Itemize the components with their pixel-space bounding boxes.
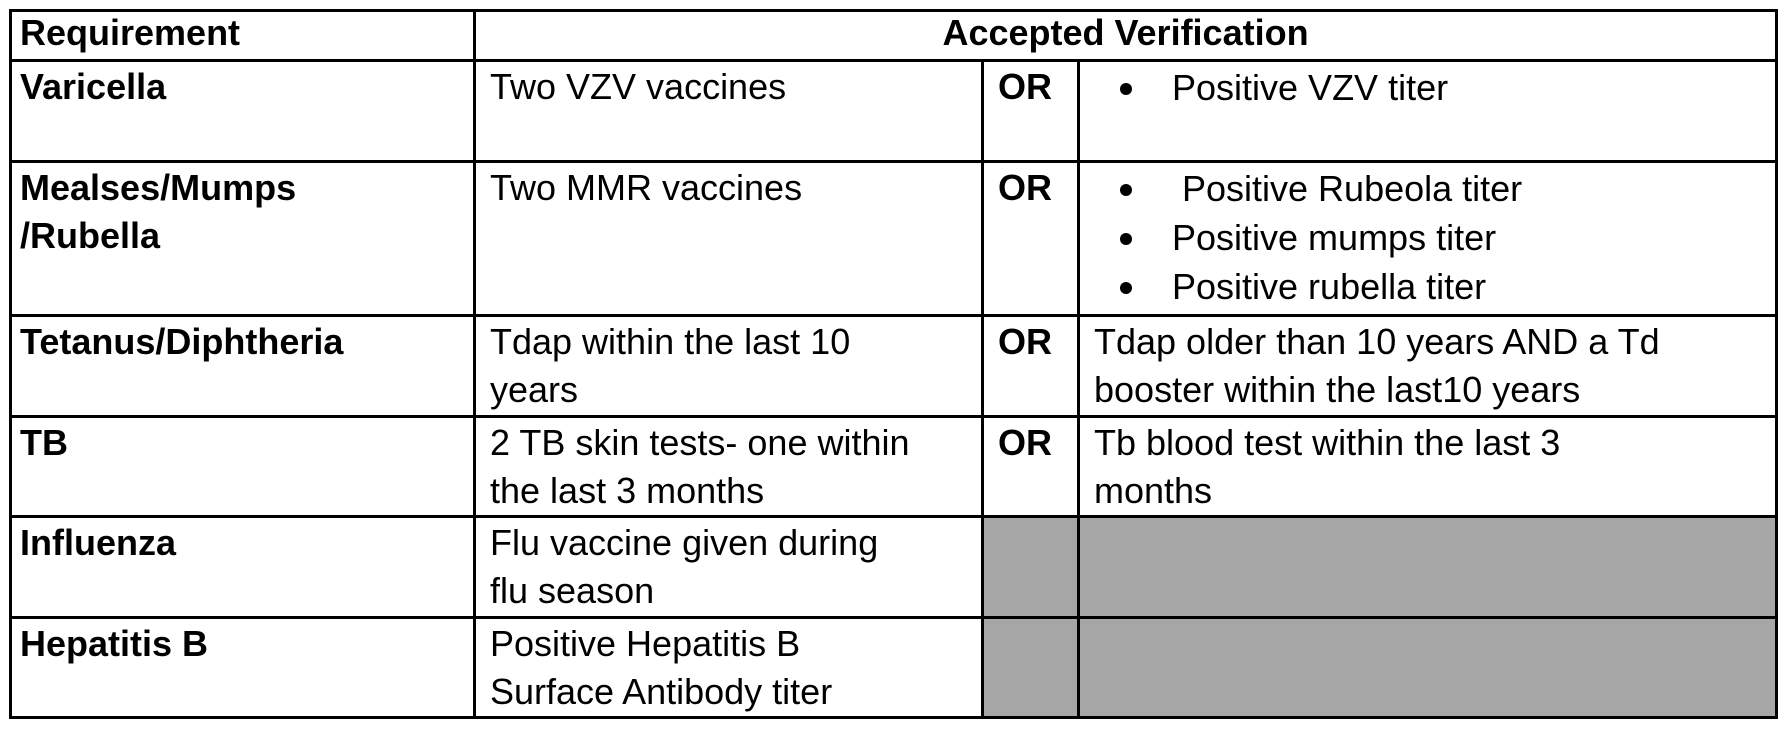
alternative-cell <box>1079 161 1777 316</box>
alternative-line: Tb blood test within the last 3 <box>1094 421 1561 463</box>
vaccine-cell <box>475 517 983 617</box>
alternative-line: booster within the last10 years <box>1094 369 1581 411</box>
list-item: Positive Rubeola titer <box>1172 164 1767 213</box>
table-row-tb <box>11 416 1777 516</box>
vaccine-line: 2 TB skin tests- one within <box>490 421 910 463</box>
or-cell: OR <box>983 316 1079 416</box>
vaccine-cell <box>475 416 983 516</box>
vaccine-line: flu season <box>490 570 655 612</box>
vaccine-cell <box>475 617 983 717</box>
header-requirement: Requirement <box>11 11 475 61</box>
or-cell: OR <box>983 416 1079 516</box>
header-accepted-verification: Accepted Verification <box>475 11 1777 61</box>
vaccine-line: Tdap within the last 10 <box>490 321 851 363</box>
table-row-influenza <box>11 517 1777 617</box>
alternative-line: months <box>1094 469 1213 511</box>
vaccine-line: Positive Hepatitis B <box>490 622 801 664</box>
table-row-mmr <box>11 161 1777 316</box>
alternative-line: Tdap older than 10 years AND a Td <box>1094 321 1660 363</box>
vaccine-line: years <box>490 369 579 411</box>
vaccine-cell: Two VZV vaccines <box>475 61 983 161</box>
vaccine-cell <box>475 316 983 416</box>
vaccine-line: Flu vaccine given during <box>490 522 879 564</box>
alternative-cell <box>1079 61 1777 161</box>
vaccine-line: Surface Antibody titer <box>490 670 833 712</box>
requirements-table-container <box>9 9 1775 719</box>
requirement-cell: Influenza <box>11 517 475 617</box>
requirement-line: Mealses/Mumps <box>20 166 297 208</box>
table-row-varicella <box>11 61 1777 161</box>
alternative-cell <box>1079 416 1777 516</box>
list-item: Positive mumps titer <box>1172 213 1767 262</box>
empty-or-cell <box>983 517 1079 617</box>
requirement-line: /Rubella <box>20 214 161 256</box>
alternative-list <box>1094 63 1767 112</box>
requirements-table <box>9 9 1778 719</box>
requirement-cell: Hepatitis B <box>11 617 475 717</box>
or-cell: OR <box>983 161 1079 316</box>
or-cell: OR <box>983 61 1079 161</box>
alternative-list <box>1094 164 1767 311</box>
table-row-hepatitis-b <box>11 617 1777 717</box>
requirement-cell: Varicella <box>11 61 475 161</box>
vaccine-line: the last 3 months <box>490 469 765 511</box>
empty-alternative-cell <box>1079 517 1777 617</box>
requirement-cell: TB <box>11 416 475 516</box>
empty-or-cell <box>983 617 1079 717</box>
list-item: Positive VZV titer <box>1172 63 1767 112</box>
table-row-tetanus <box>11 316 1777 416</box>
requirement-cell: Tetanus/Diphtheria <box>11 316 475 416</box>
list-item: Positive rubella titer <box>1172 262 1767 311</box>
requirement-cell <box>11 161 475 316</box>
alternative-cell <box>1079 316 1777 416</box>
table-header-row <box>11 11 1777 61</box>
empty-alternative-cell <box>1079 617 1777 717</box>
vaccine-cell: Two MMR vaccines <box>475 161 983 316</box>
